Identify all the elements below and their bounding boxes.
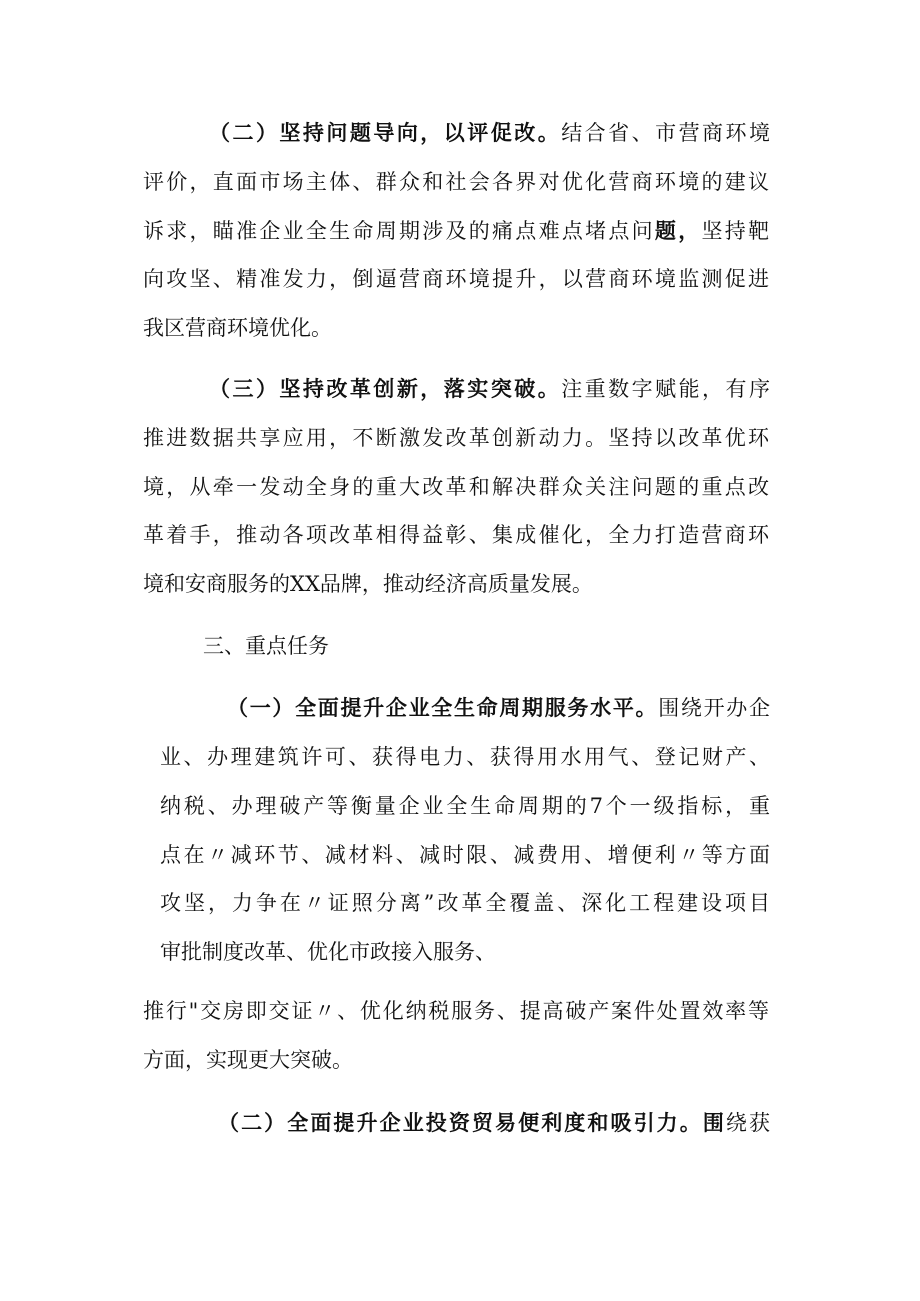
paragraph-line bbox=[143, 216, 769, 246]
paragraph-heading: （二）全面提升企业投资贸易便利度和吸引力。 bbox=[218, 1111, 703, 1135]
paragraph-line: 纳税、办理破产等衡量企业全生命周期的7个一级指标，重 bbox=[160, 794, 770, 818]
paragraph-line: 革着手，推动各项改革相得益彰、集成催化，全力打造营商环 bbox=[143, 523, 769, 547]
paragraph-line bbox=[209, 118, 770, 148]
paragraph-line: 向攻坚、精准发力，倒逼营商环境提升，以营商环境监测促进 bbox=[143, 267, 769, 291]
paragraph-text-bold: 题， bbox=[654, 219, 702, 243]
paragraph-line bbox=[218, 1108, 770, 1138]
paragraph-text: 诉求，瞄准企业全生命周期涉及的痛点难点堵点问 bbox=[143, 219, 655, 243]
paragraph-line: 我区营商环境优化。 bbox=[143, 316, 332, 340]
paragraph-heading: （二）坚持问题导向，以评促改。 bbox=[209, 121, 562, 145]
paragraph-line bbox=[227, 693, 770, 723]
paragraph-heading: （三）坚持改革创新，落实突破。 bbox=[209, 377, 562, 401]
paragraph-heading: （一）全面提升企业全生命周期服务水平。 bbox=[227, 696, 659, 720]
paragraph-line: 推行"交房即交证〃、优化纳税服务、提高破产案件处置效率等 bbox=[143, 999, 769, 1023]
paragraph-line: 境和安商服务的XX品牌，推动经济高质量发展。 bbox=[143, 572, 593, 596]
paragraph-line: 攻坚，力争在〃证照分离”改革全覆盖、深化工程建设项目 bbox=[160, 891, 770, 915]
paragraph-line: 境，从牵一发动全身的重大改革和解决群众关注问题的重点改 bbox=[143, 475, 769, 499]
section-title: 三、重点任务 bbox=[203, 634, 329, 658]
paragraph-line: 方面，实现更大突破。 bbox=[143, 1048, 353, 1072]
paragraph-line: 点在〃减环节、减材料、减时限、减费用、增便利〃等方面 bbox=[160, 843, 770, 867]
paragraph-line: 审批制度改革、优化市政接入服务、 bbox=[160, 940, 496, 964]
paragraph-text: 围绕开办企 bbox=[658, 696, 771, 720]
paragraph-text-bold: 围 bbox=[702, 1111, 726, 1135]
paragraph-text: 坚持靶 bbox=[701, 219, 770, 243]
paragraph-line: 推进数据共享应用，不断激发改革创新动力。坚持以改革优环 bbox=[143, 426, 769, 450]
paragraph-text: 结合省、市营商环境 bbox=[561, 121, 771, 145]
paragraph-line bbox=[209, 374, 770, 404]
paragraph-text: 绕获 bbox=[725, 1111, 771, 1135]
paragraph-line: 评价，直面市场主体、群众和社会各界对优化营商环境的建议 bbox=[143, 170, 769, 194]
paragraph-text: 注重数字赋能，有序 bbox=[561, 377, 771, 401]
paragraph-line: 业、办理建筑许可、获得电力、获得用水用气、登记财产、 bbox=[160, 745, 770, 769]
